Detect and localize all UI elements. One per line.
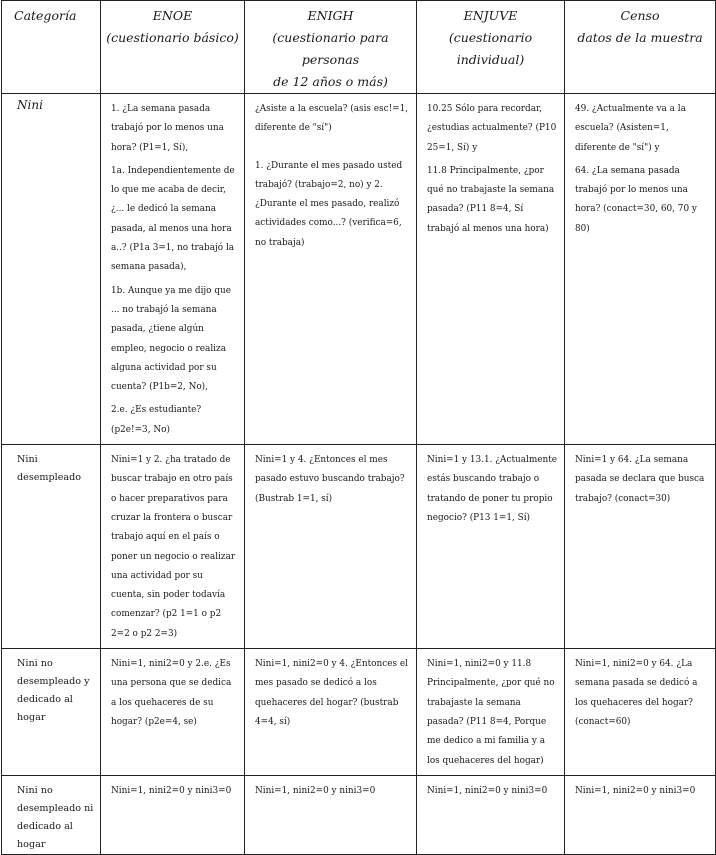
enigh-item: ¿Asiste a la escuela? (asis esc!=1, diferente de "sí") xyxy=(255,104,409,134)
header-enoe: ENOE (cuestionario básico) xyxy=(101,1,245,94)
enigh-item: Nini=1, nini2=0 y nini3=0 xyxy=(255,785,376,796)
enigh-cell xyxy=(245,649,417,776)
censo-item: Nini=1, nini2=0 y nini3=0 xyxy=(575,785,696,796)
category-cell: Nini no desempleado ni dedicado al hogar xyxy=(2,775,101,854)
enoe-cell xyxy=(101,649,245,776)
censo-item: 64. ¿La semana pasada trabajó por lo menos una hora? (conact=30, 60, 70 y 80) xyxy=(575,165,697,234)
table-row-nini-otro xyxy=(2,775,716,854)
enoe-item: 1b. Aunque ya me dijo que ... no trabajó la semana pasada, ¿tiene algún empleo, negocio o realiza alguna actividad por su cuenta? (P1b=2, No), xyxy=(111,285,231,393)
header-row xyxy=(2,1,716,94)
censo-item: Nini=1, nini2=0 y 64. ¿La semana pasada se dedicó a los quehaceres del hogar? (conact=60) xyxy=(575,659,698,727)
censo-cell xyxy=(565,775,716,854)
enjuve-item: Nini=1, nini2=0 y 11.8 Principalmente, ¿por qué no trabajaste la semana pasada? (P11 8=4, Porque me dedico a mi familia y a los quehaceres del hogar) xyxy=(427,659,555,766)
censo-item: 49. ¿Actualmente va a la escuela? (Asisten=1, diferente de "sí") y xyxy=(575,104,686,153)
table-row-nini-hogar xyxy=(2,649,716,776)
enoe-item: 1. ¿La semana pasada trabajó por lo menos una hora? (P1=1, Sí), xyxy=(111,104,224,153)
enoe-item: 2.e. ¿Es estudiante? (p2e!=3, No) xyxy=(111,405,202,435)
category-cell: Nini desempleado xyxy=(2,445,101,649)
header-categoria: Categoría xyxy=(2,1,101,94)
enoe-cell xyxy=(101,445,245,649)
enjuve-item: 11.8 Principalmente, ¿por qué no trabajaste la semana pasada? (P11 8=4, Sí trabajó al menos una hora) xyxy=(427,165,555,234)
header-censo: Censo datos de la muestra xyxy=(565,1,716,94)
enjuve-cell xyxy=(417,445,565,649)
table-row-nini xyxy=(2,94,716,445)
enigh-cell xyxy=(245,775,417,854)
censo-cell xyxy=(565,94,716,445)
survey-comparison-table xyxy=(1,0,716,855)
enigh-cell xyxy=(245,94,417,445)
enjuve-cell xyxy=(417,94,565,445)
enoe-cell xyxy=(101,94,245,445)
enigh-cell xyxy=(245,445,417,649)
enjuve-cell xyxy=(417,649,565,776)
enoe-item: Nini=1 y 2. ¿ha tratado de buscar trabajo en otro país o hacer preparativos para cruzar la frontera o buscar trabajo aquí en el país o poner un negocio o realizar una actividad por su cuenta, sin poder todavía comenzar? (p2 1=1 o p2 2=2 o p2 2=3) xyxy=(111,455,236,639)
enigh-item: 1. ¿Durante el mes pasado usted trabajó? (trabajo=2, no) y 2. ¿Durante el mes pasado, realizó actividades como...? (verifica=6, no trabaja) xyxy=(255,160,403,248)
enoe-item: 1a. Independientemente de lo que me acaba de decir, ¿... le dedicó la semana pasada, al menos una hora a..? (P1a 3=1, no trabajó la semana pasada), xyxy=(111,165,235,273)
enjuve-item: Nini=1, nini2=0 y nini3=0 xyxy=(427,785,548,796)
censo-cell xyxy=(565,445,716,649)
enjuve-cell xyxy=(417,775,565,854)
enigh-item: Nini=1 y 4. ¿Entonces el mes pasado estuvo buscando trabajo? (Bustrab 1=1, sí) xyxy=(255,455,405,504)
censo-cell xyxy=(565,649,716,776)
table-row-nini-desempleado xyxy=(2,445,716,649)
enjuve-item: 10.25 Sólo para recordar, ¿estudias actualmente? (P10 25=1, Sí) y xyxy=(427,104,557,153)
enjuve-item: Nini=1 y 13.1. ¿Actualmente estás buscando trabajo o tratando de poner tu propio negocio? (P13 1=1, Sí) xyxy=(427,455,558,523)
category-cell: Nini no desempleado y dedicado al hogar xyxy=(2,649,101,776)
category-cell: Nini xyxy=(2,94,101,445)
header-enjuve: ENJUVE (cuestionario individual) xyxy=(417,1,565,94)
enoe-item: Nini=1, nini2=0 y 2.e. ¿Es una persona que se dedica a los quehaceres de su hogar? (p2e=4, se) xyxy=(111,659,232,727)
comparison-table-container xyxy=(1,0,715,850)
censo-item: Nini=1 y 64. ¿La semana pasada se declara que busca trabajo? (conact=30) xyxy=(575,455,705,504)
enoe-cell xyxy=(101,775,245,854)
enoe-item: Nini=1, nini2=0 y nini3=0 xyxy=(111,785,232,796)
enigh-item: Nini=1, nini2=0 y 4. ¿Entonces el mes pasado se dedicó a los quehaceres del hogar? (bustrab 4=4, sí) xyxy=(255,659,408,727)
header-enigh: ENIGH (cuestionario para personas de 12 años o más) xyxy=(245,1,417,94)
